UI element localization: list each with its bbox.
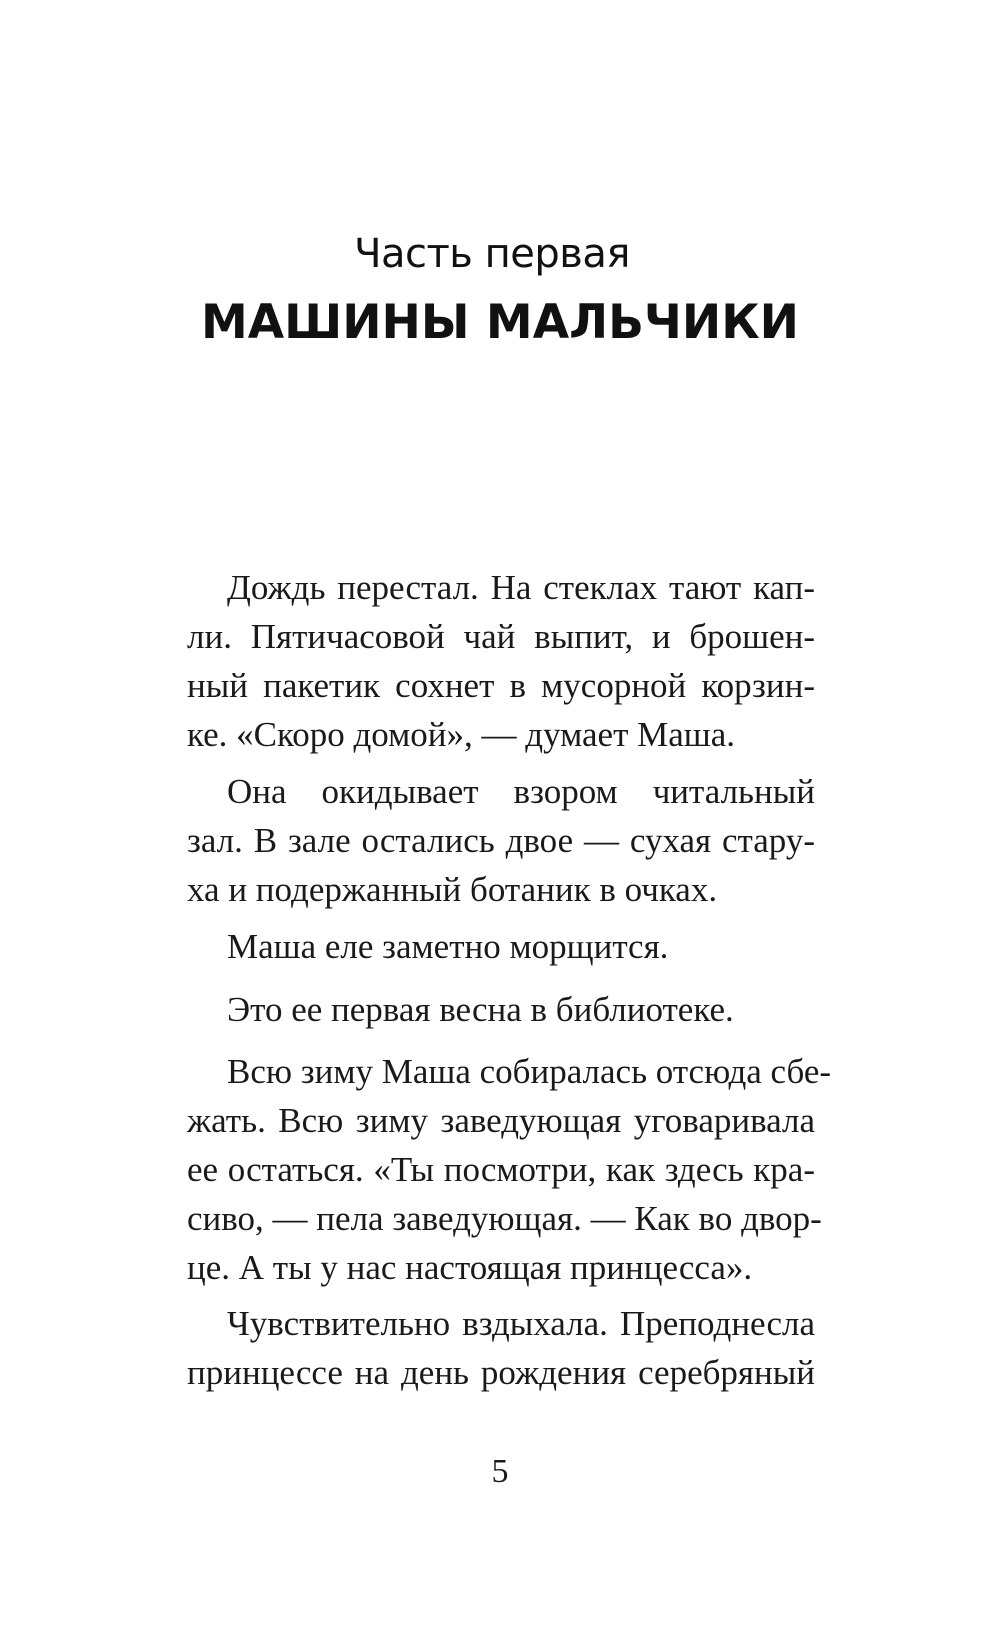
part-label: Часть первая	[354, 231, 630, 277]
page-number: 5	[491, 1453, 509, 1490]
paragraph-5	[187, 1047, 832, 1292]
paragraph-line: це. А ты у нас настоящая принцесса».	[187, 1248, 753, 1287]
paragraph-line: ный пакетик сохнет в мусорной корзин-	[187, 666, 815, 705]
paragraph-line: жать. Всю зиму заведующая уговаривала	[187, 1101, 815, 1140]
paragraph-line: Дождь перестал. На стеклах тают кап-	[227, 568, 815, 607]
paragraph-6	[187, 1299, 815, 1397]
paragraph-line: принцессе на день рождения серебряный	[187, 1353, 815, 1392]
part-title: МАШИНЫ МАЛЬЧИКИ	[200, 295, 799, 350]
paragraph-line: Она окидывает взором читальный	[227, 772, 815, 811]
paragraph-line: Чувствительно вздыхала. Преподнесла	[227, 1304, 815, 1343]
paragraph-1	[187, 563, 815, 759]
paragraph-line: Это ее первая весна в библиотеке.	[227, 990, 734, 1029]
paragraph-line: Маша еле заметно морщится.	[227, 927, 669, 966]
paragraph-3	[187, 922, 815, 971]
paragraph-line: ха и подержанный ботаник в очках.	[187, 870, 718, 909]
paragraph-2	[187, 767, 815, 914]
paragraph-line: ке. «Скоро домой», — думает Маша.	[187, 715, 736, 754]
paragraph-line: ли. Пятичасовой чай выпит, и брошен-	[187, 617, 815, 656]
paragraph-line: ее остаться. «Ты посмотри, как здесь кра-	[187, 1150, 815, 1189]
paragraph-line: Всю зиму Маша собиралась отсюда сбе-	[227, 1052, 832, 1091]
paragraph-line: зал. В зале остались двое — сухая стару-	[187, 821, 815, 860]
paragraph-line: сиво, — пела заведующая. — Как во двор-	[187, 1199, 822, 1238]
paragraph-4	[187, 985, 815, 1034]
